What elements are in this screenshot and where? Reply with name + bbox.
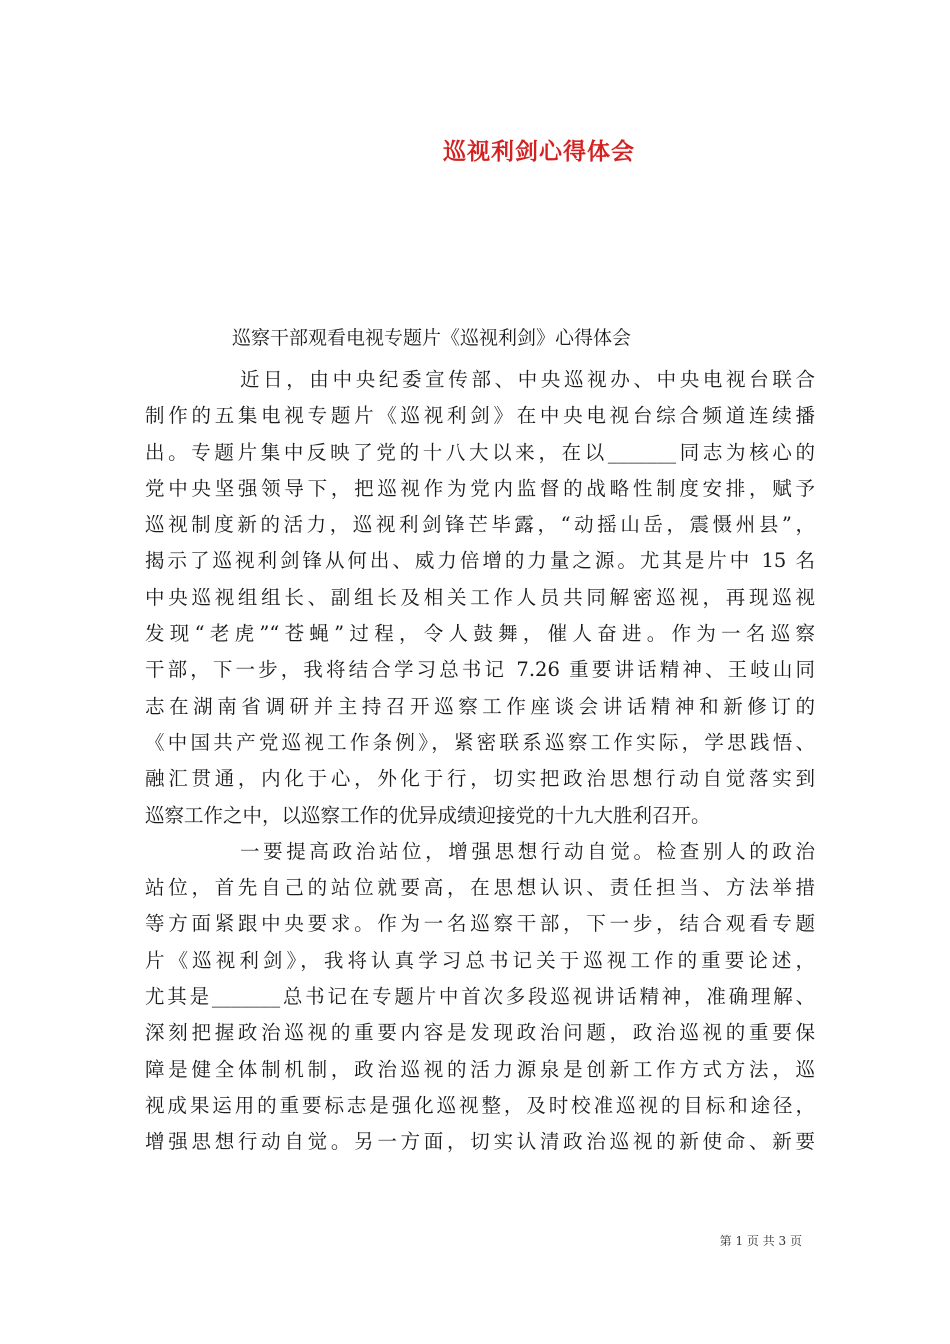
text-line: 等方面紧跟中央要求。作为一名巡察干部，下一步，结合观看专题 — [145, 912, 815, 936]
text-line: 《中国共产党巡视工作条例》，紧密联系巡察工作实际，学思践悟、 — [145, 730, 815, 754]
text-line: 增强思想行动自觉。另一方面，切实认清政治巡视的新使命、新要 — [145, 1130, 815, 1154]
paragraph-1 — [145, 362, 815, 834]
text-line: 深刻把握政治巡视的重要内容是发现政治问题，政治巡视的重要保 — [145, 1021, 815, 1045]
paragraph-2 — [145, 834, 815, 1161]
document-body — [145, 362, 815, 1161]
text-line: 党中央坚强领导下，把巡视作为党内监督的战略性制度安排，赋予 — [145, 476, 815, 500]
text-line: 揭示了巡视利剑锋从何出、威力倍增的力量之源。尤其是片中 15 名 — [145, 549, 815, 573]
text-line: 一要提高政治站位，增强思想行动自觉。检查别人的政治 — [240, 839, 815, 863]
text-line: 巡视制度新的活力，巡视利剑锋芒毕露，“动摇山岳，震慑州县”， — [145, 513, 815, 537]
document-title: 巡视利剑心得体会 — [443, 138, 635, 165]
text-line: 志在湖南省调研并主持召开巡察工作座谈会讲话精神和新修订的 — [145, 694, 815, 718]
text-line: 视成果运用的重要标志是强化巡视整，及时校准巡视的目标和途径， — [145, 1093, 815, 1117]
text-line: 出。专题片集中反映了党的十八大以来，在以_______同志为核心的 — [145, 440, 815, 464]
text-line: 融汇贯通，内化于心，外化于行，切实把政治思想行动自觉落实到 — [145, 767, 815, 791]
text-line: 发现“老虎”“苍蝇”过程，令人鼓舞，催人奋进。作为一名巡察 — [145, 622, 815, 646]
text-line: 站位，首先自己的站位就要高，在思想认识、责任担当、方法举措 — [145, 876, 815, 900]
text-line: 片《巡视利剑》，我将认真学习总书记关于巡视工作的重要论述， — [145, 948, 815, 972]
text-line: 巡察工作之中，以巡察工作的优异成绩迎接党的十九大胜利召开。 — [145, 803, 711, 827]
text-line: 制作的五集电视专题片《巡视利剑》在中央电视台综合频道连续播 — [145, 404, 815, 428]
page-indicator: 第 1 页 共 3 页 — [719, 1234, 802, 1248]
text-line: 近日，由中央纪委宣传部、中央巡视办、中央电视台联合 — [240, 368, 815, 391]
text-line: 干部，下一步，我将结合学习总书记 7.26 重要讲话精神、王岐山同 — [145, 658, 815, 682]
text-line: 中央巡视组组长、副组长及相关工作人员共同解密巡视，再现巡视 — [145, 585, 815, 609]
text-line: 尤其是_______总书记在专题片中首次多段巡视讲话精神，准确理解、 — [145, 985, 815, 1009]
document-subtitle: 巡察干部观看电视专题片《巡视利剑》心得体会 — [232, 327, 632, 349]
text-line: 障是健全体制机制，政治巡视的活力源泉是创新工作方式方法，巡 — [145, 1057, 815, 1081]
